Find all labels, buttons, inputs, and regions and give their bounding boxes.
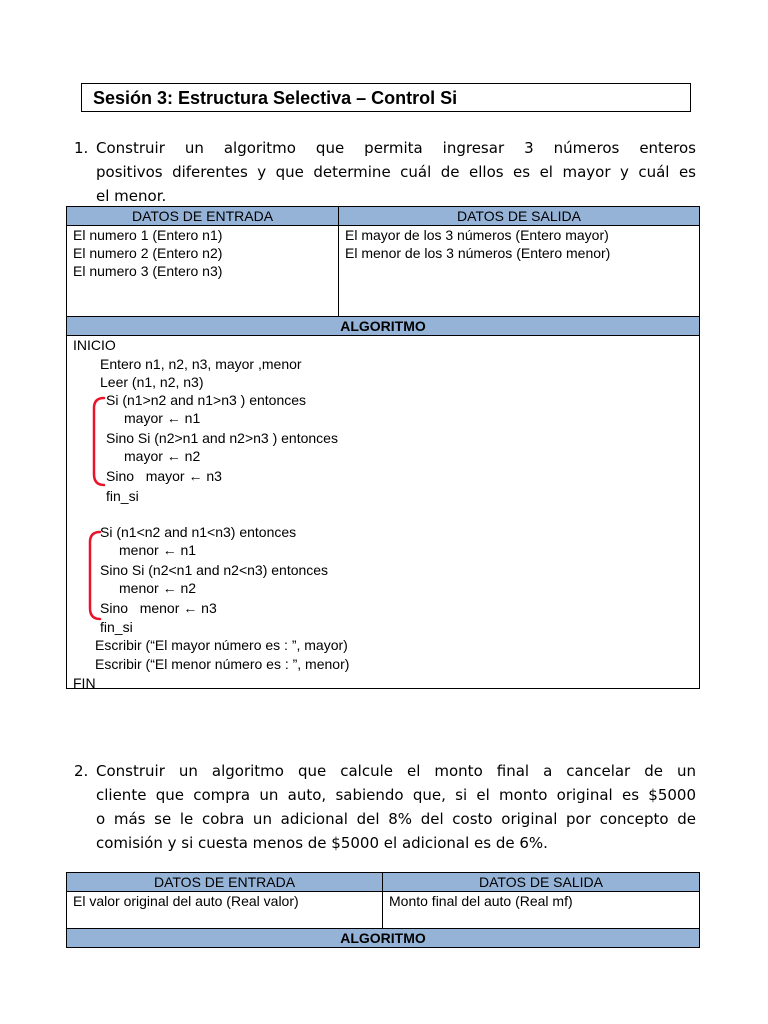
- table-2-algorithm-header: ALGORITMO: [67, 929, 700, 948]
- table-2-header-output: DATOS DE SALIDA: [383, 873, 700, 892]
- input-item: El numero 3 (Entero n3): [73, 263, 223, 279]
- problem-2-line: cliente que compra un auto, sabiendo que, si el monto original es $5000: [96, 786, 696, 804]
- code-line: FIN: [73, 675, 96, 691]
- code-line: Leer (n1, n2, n3): [100, 374, 204, 390]
- table-2-output-cell: Monto final del auto (Real mf): [383, 892, 700, 929]
- table-2-header-input: DATOS DE ENTRADA: [67, 873, 383, 892]
- code-line: Si (n1<n2 and n1<n3) entonces: [100, 524, 297, 540]
- code-line: menor ← n1: [119, 542, 197, 558]
- code-line: Escribir (“El mayor número es : ”, mayor): [95, 637, 348, 653]
- code-line: fin_si: [106, 488, 139, 504]
- problem-1-line: positivos diferentes y que determine cuál de ellos es el mayor y cuál es: [96, 163, 696, 181]
- problem-2-number: 2.: [74, 762, 89, 780]
- if-block-bracket: [86, 394, 106, 490]
- code-line: Sino menor ← n3: [100, 600, 217, 616]
- code-line: mayor ← n1: [124, 410, 201, 426]
- table-1-outputs-cell: [339, 226, 700, 317]
- table-1-header-input: DATOS DE ENTRADA: [67, 207, 339, 226]
- code-line: Entero n1, n2, n3, mayor ,menor: [100, 356, 302, 372]
- code-line: Sino mayor ← n3: [106, 468, 222, 484]
- code-line: INICIO: [73, 337, 116, 353]
- code-line: mayor ← n2: [124, 448, 201, 464]
- table-2: [66, 872, 700, 948]
- table-2-input-cell: El valor original del auto (Real valor): [67, 892, 383, 929]
- problem-2-line: o más se le cobra un adicional del 8% del costo original por concepto de: [96, 810, 696, 828]
- code-line: Sino Si (n2<n1 and n2<n3) entonces: [100, 562, 329, 578]
- code-line: menor ← n2: [119, 580, 197, 596]
- code-line: Sino Si (n2>n1 and n2>n3 ) entonces: [106, 430, 338, 446]
- table-1-inputs-cell: [67, 226, 339, 317]
- code-line: Si (n1>n2 and n1>n3 ) entonces: [106, 392, 307, 408]
- output-item: El menor de los 3 números (Entero menor): [345, 245, 611, 261]
- session-title: Sesión 3: Estructura Selectiva – Control Si: [93, 88, 458, 108]
- problem-1-line: el menor.: [96, 187, 167, 205]
- problem-2-line: comisión y si cuesta menos de $5000 el adicional es de 6%.: [96, 834, 548, 852]
- code-line: fin_si: [100, 619, 133, 635]
- input-item: El numero 1 (Entero n1): [73, 227, 223, 243]
- output-item: El mayor de los 3 números (Entero mayor): [345, 227, 609, 243]
- if-block-bracket: [82, 528, 102, 624]
- input-item: El numero 2 (Entero n2): [73, 245, 223, 261]
- table-1-header-output: DATOS DE SALIDA: [339, 207, 700, 226]
- code-line: Escribir (“El menor número es : ”, menor): [95, 656, 350, 672]
- problem-2-line: Construir un algoritmo que calcule el monto final a cancelar de un: [96, 762, 696, 780]
- table-1-algorithm-header: ALGORITMO: [67, 317, 700, 336]
- session-title-box: [81, 83, 691, 112]
- problem-1-line: Construir un algoritmo que permita ingresar 3 números enteros: [96, 139, 696, 157]
- problem-1-number: 1.: [74, 139, 89, 157]
